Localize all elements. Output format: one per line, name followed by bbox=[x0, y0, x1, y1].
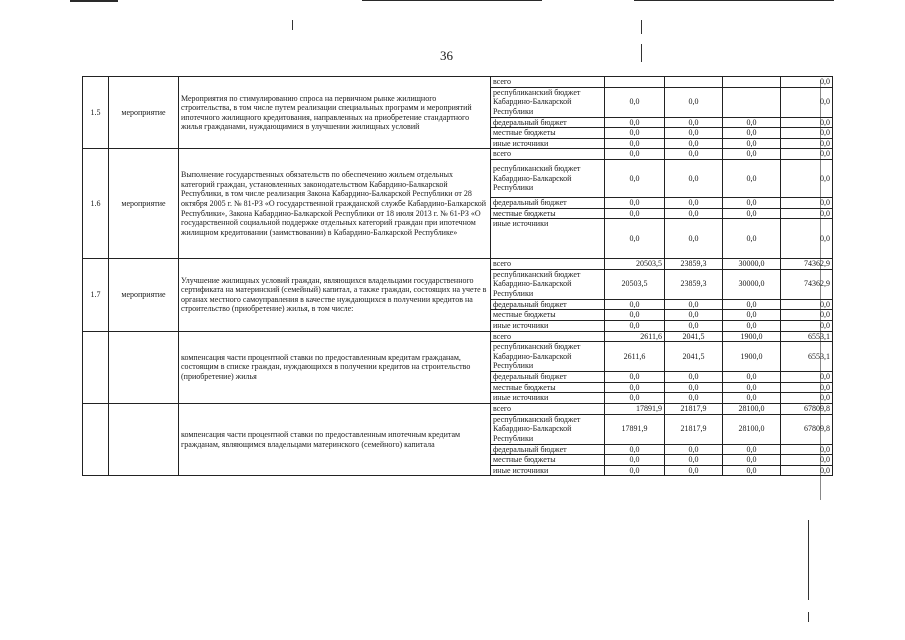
source-label: местные бюджеты bbox=[491, 455, 605, 466]
value-cell: 1900,0 bbox=[723, 342, 781, 372]
value-cell: 17891,9 bbox=[605, 403, 665, 414]
value-cell: 0,0 bbox=[605, 382, 665, 393]
value-cell: 0,0 bbox=[665, 455, 723, 466]
value-cell bbox=[665, 77, 723, 88]
source-label: местные бюджеты bbox=[491, 128, 605, 139]
source-label: республиканский бюджет Кабардино-Балкарской Республики bbox=[491, 269, 605, 299]
source-label: республиканский бюджет Кабардино-Балкарской Республики bbox=[491, 342, 605, 372]
source-label: иные источники bbox=[491, 219, 605, 259]
value-cell: 0,0 bbox=[605, 444, 665, 455]
value-cell: 0,0 bbox=[723, 310, 781, 321]
empty-cell bbox=[109, 403, 179, 475]
value-cell: 0,0 bbox=[781, 117, 833, 128]
value-cell: 20503,5 bbox=[605, 259, 665, 270]
value-cell: 0,0 bbox=[665, 128, 723, 139]
value-cell: 2611,6 bbox=[605, 342, 665, 372]
value-cell: 0,0 bbox=[723, 138, 781, 149]
value-cell: 28100,0 bbox=[723, 403, 781, 414]
value-cell: 0,0 bbox=[665, 197, 723, 208]
source-label: республиканский бюджет Кабардино-Балкарской Республики bbox=[491, 87, 605, 117]
value-cell: 0,0 bbox=[781, 87, 833, 117]
value-cell: 0,0 bbox=[723, 117, 781, 128]
value-cell: 23859,3 bbox=[665, 269, 723, 299]
item-number: 1.6 bbox=[83, 149, 109, 259]
value-cell: 0,0 bbox=[665, 372, 723, 383]
value-cell bbox=[723, 77, 781, 88]
item-description: Выполнение государственных обязательств по обеспечению жильем отдельных категорий граждан, установленных законодательством Кабардино-Балкарской Республики, в том числе реализация Закона Кабардино-Балкарской Республики от 28 октября 2005 г. № 81-РЗ «О государственной гражданской службе Кабардино-Балкарской Республики», Закона Кабардино-Балкарской Республики от 18 июля 2013 г. № 61-РЗ «О государственной социальной поддержке отдельных категорий граждан при ипотечном жилищном кредитовании (заимствовании) в Кабардино-Балкарской Республике» bbox=[179, 149, 491, 259]
scan-artifact-top-left bbox=[70, 0, 118, 2]
source-label: всего bbox=[491, 331, 605, 342]
value-cell: 0,0 bbox=[723, 197, 781, 208]
source-label: всего bbox=[491, 259, 605, 270]
value-cell: 0,0 bbox=[665, 219, 723, 259]
value-cell bbox=[723, 87, 781, 117]
scan-artifact-top-right bbox=[634, 0, 834, 1]
value-cell: 28100,0 bbox=[723, 414, 781, 444]
value-cell: 0,0 bbox=[605, 138, 665, 149]
value-cell: 0,0 bbox=[723, 149, 781, 160]
item-description: Улучшение жилищных условий граждан, являющихся владельцами государственного сертификата на материнский (семейный) капитал, а также граждан, состоящих на учете в органах местного самоуправления в качестве нуждающихся в получении кредитов на строительство (приобретение) жилья, в том числе: bbox=[179, 259, 491, 331]
value-cell: 0,0 bbox=[781, 465, 833, 476]
value-cell: 0,0 bbox=[723, 320, 781, 331]
item-description: компенсация части процентной ставки по предоставленным кредитам гражданам, состоящим в списке граждан, нуждающихся в получении кредитов на строительство (приобретение) жилья bbox=[179, 331, 491, 403]
value-cell: 2041,5 bbox=[665, 342, 723, 372]
value-cell: 0,0 bbox=[781, 444, 833, 455]
page-number: 36 bbox=[440, 48, 453, 63]
value-cell: 0,0 bbox=[605, 128, 665, 139]
source-label: республиканский бюджет Кабардино-Балкарской Республики bbox=[491, 414, 605, 444]
value-cell: 0,0 bbox=[723, 159, 781, 197]
source-label: иные источники bbox=[491, 393, 605, 404]
value-cell: 6553,1 bbox=[781, 342, 833, 372]
source-label: всего bbox=[491, 149, 605, 160]
program-table bbox=[82, 76, 833, 476]
source-label: местные бюджеты bbox=[491, 310, 605, 321]
value-cell: 0,0 bbox=[665, 117, 723, 128]
source-label: федеральный бюджет bbox=[491, 372, 605, 383]
item-description: Мероприятия по стимулированию спроса на первичном рынке жилищного строительства, в том числе путем реализации специальных программ и мероприятий ипотечного жилищного кредитования, направленных на приобретение стандартного жилья гражданами, нуждающимися в улучшении жилищных условий bbox=[179, 77, 491, 149]
value-cell: 0,0 bbox=[665, 382, 723, 393]
value-cell: 0,0 bbox=[723, 372, 781, 383]
value-cell: 20503,5 bbox=[605, 269, 665, 299]
item-type: мероприятие bbox=[109, 77, 179, 149]
value-cell: 0,0 bbox=[665, 299, 723, 310]
value-cell: 0,0 bbox=[665, 310, 723, 321]
source-label: республиканский бюджет Кабардино-Балкарской Республики bbox=[491, 159, 605, 197]
value-cell: 0,0 bbox=[781, 372, 833, 383]
value-cell: 0,0 bbox=[605, 310, 665, 321]
value-cell: 30000,0 bbox=[723, 259, 781, 270]
value-cell: 0,0 bbox=[781, 208, 833, 219]
value-cell: 0,0 bbox=[723, 128, 781, 139]
item-number: 1.5 bbox=[83, 77, 109, 149]
table-row bbox=[83, 149, 833, 160]
table-row bbox=[83, 77, 833, 88]
source-label: федеральный бюджет bbox=[491, 299, 605, 310]
value-cell: 0,0 bbox=[605, 208, 665, 219]
table-row bbox=[83, 403, 833, 414]
table-row bbox=[83, 331, 833, 342]
value-cell: 0,0 bbox=[665, 149, 723, 160]
table-row bbox=[83, 259, 833, 270]
value-cell: 67809,8 bbox=[781, 403, 833, 414]
value-cell: 0,0 bbox=[723, 382, 781, 393]
value-cell: 0,0 bbox=[781, 149, 833, 160]
value-cell: 0,0 bbox=[723, 444, 781, 455]
value-cell: 0,0 bbox=[723, 455, 781, 466]
value-cell: 0,0 bbox=[605, 393, 665, 404]
source-label: всего bbox=[491, 403, 605, 414]
empty-cell bbox=[109, 331, 179, 403]
value-cell: 0,0 bbox=[605, 372, 665, 383]
source-label: федеральный бюджет bbox=[491, 197, 605, 208]
value-cell: 0,0 bbox=[605, 219, 665, 259]
value-cell: 0,0 bbox=[605, 299, 665, 310]
value-cell: 0,0 bbox=[605, 159, 665, 197]
value-cell: 0,0 bbox=[781, 159, 833, 197]
value-cell: 67809,8 bbox=[781, 414, 833, 444]
value-cell: 23859,3 bbox=[665, 259, 723, 270]
value-cell: 30000,0 bbox=[723, 269, 781, 299]
value-cell: 0,0 bbox=[781, 382, 833, 393]
source-label: местные бюджеты bbox=[491, 382, 605, 393]
source-label: иные источники bbox=[491, 138, 605, 149]
source-label: федеральный бюджет bbox=[491, 117, 605, 128]
value-cell: 0,0 bbox=[723, 465, 781, 476]
value-cell: 0,0 bbox=[605, 320, 665, 331]
source-label: местные бюджеты bbox=[491, 208, 605, 219]
value-cell: 2041,5 bbox=[665, 331, 723, 342]
value-cell: 0,0 bbox=[723, 299, 781, 310]
value-cell: 0,0 bbox=[723, 393, 781, 404]
value-cell: 6553,1 bbox=[781, 331, 833, 342]
source-label: иные источники bbox=[491, 320, 605, 331]
value-cell: 17891,9 bbox=[605, 414, 665, 444]
value-cell: 0,0 bbox=[781, 455, 833, 466]
value-cell: 0,0 bbox=[605, 87, 665, 117]
value-cell bbox=[605, 77, 665, 88]
value-cell: 0,0 bbox=[605, 455, 665, 466]
value-cell: 21817,9 bbox=[665, 414, 723, 444]
empty-cell bbox=[83, 331, 109, 403]
value-cell: 74362,9 bbox=[781, 259, 833, 270]
value-cell: 0,0 bbox=[665, 208, 723, 219]
value-cell: 0,0 bbox=[605, 197, 665, 208]
value-cell: 0,0 bbox=[781, 77, 833, 88]
value-cell: 0,0 bbox=[781, 138, 833, 149]
value-cell: 0,0 bbox=[665, 465, 723, 476]
item-type: мероприятие bbox=[109, 259, 179, 331]
value-cell: 0,0 bbox=[665, 393, 723, 404]
value-cell: 0,0 bbox=[723, 208, 781, 219]
value-cell: 21817,9 bbox=[665, 403, 723, 414]
value-cell: 0,0 bbox=[665, 159, 723, 197]
item-number: 1.7 bbox=[83, 259, 109, 331]
value-cell: 0,0 bbox=[781, 320, 833, 331]
value-cell: 0,0 bbox=[781, 128, 833, 139]
value-cell: 0,0 bbox=[605, 149, 665, 160]
value-cell: 0,0 bbox=[781, 310, 833, 321]
value-cell: 74362,9 bbox=[781, 269, 833, 299]
item-description: компенсация части процентной ставки по предоставленным ипотечным кредитам гражданам, являющимся владельцами материнского (семейного) капитала bbox=[179, 403, 491, 475]
scan-artifact-top-mid bbox=[362, 0, 542, 1]
value-cell: 0,0 bbox=[723, 219, 781, 259]
source-label: федеральный бюджет bbox=[491, 444, 605, 455]
value-cell: 0,0 bbox=[665, 320, 723, 331]
value-cell: 0,0 bbox=[781, 393, 833, 404]
value-cell: 0,0 bbox=[665, 87, 723, 117]
value-cell: 0,0 bbox=[781, 219, 833, 259]
value-cell: 1900,0 bbox=[723, 331, 781, 342]
value-cell: 0,0 bbox=[605, 117, 665, 128]
empty-cell bbox=[83, 403, 109, 475]
value-cell: 0,0 bbox=[605, 465, 665, 476]
item-type: мероприятие bbox=[109, 149, 179, 259]
source-label: всего bbox=[491, 77, 605, 88]
value-cell: 0,0 bbox=[781, 299, 833, 310]
value-cell: 2611,6 bbox=[605, 331, 665, 342]
source-label: иные источники bbox=[491, 465, 605, 476]
value-cell: 0,0 bbox=[781, 197, 833, 208]
value-cell: 0,0 bbox=[665, 444, 723, 455]
value-cell: 0,0 bbox=[665, 138, 723, 149]
